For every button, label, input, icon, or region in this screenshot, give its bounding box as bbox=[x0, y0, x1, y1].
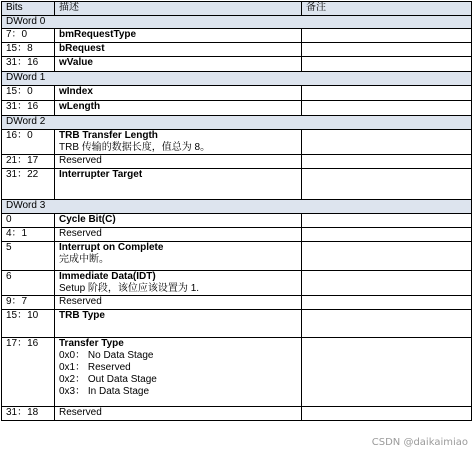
notes-cell bbox=[302, 338, 472, 407]
table-row bbox=[2, 29, 472, 43]
table-row bbox=[2, 101, 472, 116]
table-row bbox=[2, 214, 472, 228]
field-name: Interrupter Target bbox=[59, 169, 143, 180]
description-cell bbox=[55, 310, 302, 338]
field-name: Interrupt on Complete bbox=[59, 242, 164, 253]
header-bits: Bits bbox=[2, 2, 55, 16]
field-detail: 完成中断。 bbox=[59, 254, 109, 265]
header-notes: 备注 bbox=[302, 2, 472, 16]
table-row bbox=[2, 242, 472, 271]
field-detail: Setup 阶段，该位应该设置为 1. bbox=[59, 283, 200, 294]
notes-cell bbox=[302, 43, 472, 57]
table-row bbox=[2, 296, 472, 310]
notes-cell bbox=[302, 155, 472, 169]
bits-cell: 15：8 bbox=[2, 43, 55, 57]
field-detail: 0x0： No Data Stage bbox=[59, 350, 154, 361]
dword-group-label: DWord 2 bbox=[2, 116, 472, 130]
notes-cell bbox=[302, 271, 472, 296]
field-name: bmRequestType bbox=[59, 29, 137, 40]
description-cell bbox=[55, 57, 302, 72]
table-row bbox=[2, 155, 472, 169]
notes-cell bbox=[302, 214, 472, 228]
notes-cell bbox=[302, 407, 472, 421]
field-detail: TRB 传输的数据长度，值总为 8。 bbox=[59, 142, 211, 153]
description-cell bbox=[55, 214, 302, 228]
bits-cell: 16：0 bbox=[2, 130, 55, 155]
notes-cell bbox=[302, 57, 472, 72]
field-name: TRB Transfer Length bbox=[59, 130, 158, 141]
table-row bbox=[2, 228, 472, 242]
bits-cell: 5 bbox=[2, 242, 55, 271]
dword-group-label: DWord 1 bbox=[2, 72, 472, 86]
notes-cell bbox=[302, 130, 472, 155]
description-cell bbox=[55, 271, 302, 296]
notes-cell bbox=[302, 296, 472, 310]
bits-cell: 31：18 bbox=[2, 407, 55, 421]
bits-cell: 7：0 bbox=[2, 29, 55, 43]
field-name: wLength bbox=[59, 101, 101, 112]
field-name: bRequest bbox=[59, 43, 105, 54]
bits-cell: 21：17 bbox=[2, 155, 55, 169]
description-cell bbox=[55, 29, 302, 43]
table-row bbox=[2, 57, 472, 72]
field-name: Reserved bbox=[59, 407, 102, 418]
notes-cell bbox=[302, 310, 472, 338]
table-row bbox=[2, 43, 472, 57]
table-row bbox=[2, 338, 472, 407]
field-name: TRB Type bbox=[59, 310, 105, 321]
field-name: wValue bbox=[59, 57, 93, 68]
dword-group-label: DWord 0 bbox=[2, 16, 472, 29]
table-row bbox=[2, 169, 472, 200]
field-name: Reserved bbox=[59, 228, 102, 239]
description-cell bbox=[55, 338, 302, 407]
table-row bbox=[2, 130, 472, 155]
description-cell bbox=[55, 228, 302, 242]
bits-cell: 31：16 bbox=[2, 57, 55, 72]
field-spec-table bbox=[1, 1, 472, 421]
notes-cell bbox=[302, 169, 472, 200]
bits-cell: 15：0 bbox=[2, 86, 55, 101]
description-cell bbox=[55, 407, 302, 421]
field-detail: 0x2： Out Data Stage bbox=[59, 374, 157, 385]
description-cell bbox=[55, 101, 302, 116]
description-cell bbox=[55, 155, 302, 169]
description-cell bbox=[55, 242, 302, 271]
description-cell bbox=[55, 296, 302, 310]
dword-group-row bbox=[2, 72, 472, 86]
description-cell bbox=[55, 43, 302, 57]
bits-cell: 4：1 bbox=[2, 228, 55, 242]
bits-cell: 17：16 bbox=[2, 338, 55, 407]
notes-cell bbox=[302, 29, 472, 43]
bits-cell: 9：7 bbox=[2, 296, 55, 310]
notes-cell bbox=[302, 101, 472, 116]
table-row bbox=[2, 407, 472, 421]
dword-group-row bbox=[2, 16, 472, 29]
description-cell bbox=[55, 130, 302, 155]
description-cell bbox=[55, 86, 302, 101]
bits-cell: 6 bbox=[2, 271, 55, 296]
dword-group-label: DWord 3 bbox=[2, 200, 472, 214]
notes-cell bbox=[302, 86, 472, 101]
table-row bbox=[2, 86, 472, 101]
dword-group-row bbox=[2, 116, 472, 130]
field-name: wIndex bbox=[59, 86, 93, 97]
csdn-watermark: CSDN @daikaimiao bbox=[371, 437, 468, 448]
field-name: Reserved bbox=[59, 155, 102, 166]
notes-cell bbox=[302, 228, 472, 242]
field-name: Reserved bbox=[59, 296, 102, 307]
table-body bbox=[2, 16, 472, 421]
dword-group-row bbox=[2, 200, 472, 214]
description-cell bbox=[55, 169, 302, 200]
header-description: 描述 bbox=[55, 2, 302, 16]
bits-cell: 31：16 bbox=[2, 101, 55, 116]
notes-cell bbox=[302, 242, 472, 271]
table-row bbox=[2, 310, 472, 338]
table-row bbox=[2, 271, 472, 296]
field-name: Transfer Type bbox=[59, 338, 124, 349]
bits-cell: 31：22 bbox=[2, 169, 55, 200]
bits-cell: 15：10 bbox=[2, 310, 55, 338]
field-detail: 0x3： In Data Stage bbox=[59, 386, 150, 397]
field-name: Cycle Bit(C) bbox=[59, 214, 116, 225]
bits-cell: 0 bbox=[2, 214, 55, 228]
field-detail: 0x1： Reserved bbox=[59, 362, 131, 373]
field-name: Immediate Data(IDT) bbox=[59, 271, 156, 282]
table-header-row bbox=[2, 2, 472, 16]
